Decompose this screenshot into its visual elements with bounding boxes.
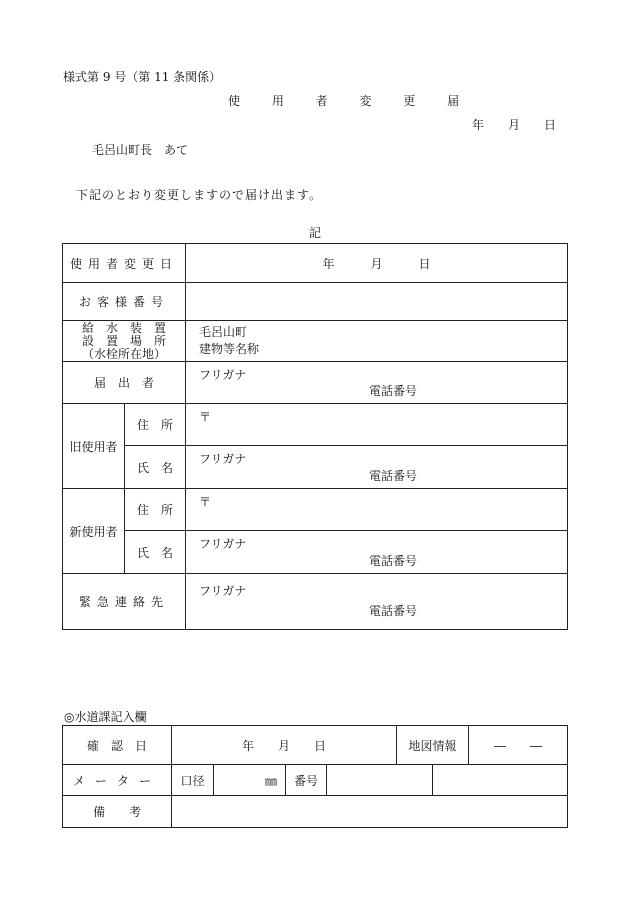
old-user-furigana: フリガナ — [199, 452, 247, 466]
form-number: 様式第 9 号（第 11 条関係） — [63, 70, 222, 84]
location-label-line2: 設 置 場 所 — [82, 333, 167, 348]
caliber-label: 口径 — [172, 765, 214, 796]
statement: 下記のとおり変更しますので届け出ます。 — [76, 188, 323, 202]
mm-unit: ㎜ — [264, 773, 277, 788]
new-user-furigana: フリガナ — [199, 537, 247, 551]
location-building-name: 建物等名称 — [199, 342, 260, 356]
new-user-name-label: 氏 名 — [125, 531, 186, 574]
remarks-label: 備 考 — [63, 796, 172, 828]
old-user-name-field[interactable] — [186, 446, 568, 489]
applicant-furigana: フリガナ — [199, 368, 247, 382]
old-user-postal-mark: 〒 — [199, 410, 212, 424]
old-user-name-label: 氏 名 — [125, 446, 186, 489]
meter-label: メーター — [63, 765, 172, 796]
new-user-phone: 電話番号 — [369, 554, 418, 568]
new-user-address-label: 住 所 — [125, 489, 186, 531]
map-info-cell — [397, 726, 568, 765]
ki-label: 記 — [309, 226, 322, 240]
office-section-heading: ◎水道課記入欄 — [64, 710, 147, 724]
old-user-address-field[interactable] — [186, 404, 568, 446]
office-use-table — [62, 725, 568, 828]
customer-number-field[interactable] — [186, 283, 568, 321]
old-user-address-label: 住 所 — [125, 404, 186, 446]
location-town: 毛呂山町 — [199, 325, 248, 339]
date-line: 年 月 日 — [472, 118, 557, 132]
new-user-name-field[interactable] — [186, 531, 568, 574]
main-form-table — [62, 243, 568, 630]
new-user-address-field[interactable] — [186, 489, 568, 531]
applicant-label: 届 出 者 — [63, 362, 186, 404]
emergency-furigana: フリガナ — [199, 584, 247, 598]
caliber-field[interactable] — [214, 765, 286, 796]
number-label: 番号 — [286, 765, 327, 796]
change-date-field[interactable]: 年 月 日 — [186, 244, 568, 283]
applicant-phone: 電話番号 — [369, 384, 418, 398]
addressee: 毛呂山町長 あて — [92, 143, 189, 157]
location-field[interactable] — [186, 321, 568, 362]
confirm-date-field[interactable]: 年 月 日 — [172, 726, 397, 765]
old-user-label: 旧使用者 — [63, 404, 125, 489]
new-user-label: 新使用者 — [63, 489, 125, 574]
customer-number-label: お客様番号 — [63, 283, 186, 321]
form-title: 使 用 者 変 更 届 — [228, 94, 474, 108]
map-info-field[interactable]: ― ― — [494, 738, 543, 753]
location-label — [63, 321, 186, 362]
applicant-field[interactable] — [186, 362, 568, 404]
confirm-date-label: 確 認 日 — [63, 726, 172, 765]
emergency-contact-label: 緊急連絡先 — [63, 574, 186, 630]
emergency-phone: 電話番号 — [369, 604, 418, 618]
change-date-label: 使用者変更日 — [63, 244, 186, 283]
meter-number-field-2[interactable] — [433, 765, 568, 796]
meter-number-field-1[interactable] — [327, 765, 433, 796]
emergency-contact-field[interactable] — [186, 574, 568, 630]
location-label-line1: 給 水 装 置 — [82, 320, 167, 335]
old-user-phone: 電話番号 — [369, 469, 418, 483]
location-label-line3: （水栓所在地） — [82, 346, 167, 361]
remarks-field[interactable] — [172, 796, 568, 828]
new-user-postal-mark: 〒 — [199, 495, 212, 509]
map-info-label: 地図情報 — [397, 726, 469, 764]
